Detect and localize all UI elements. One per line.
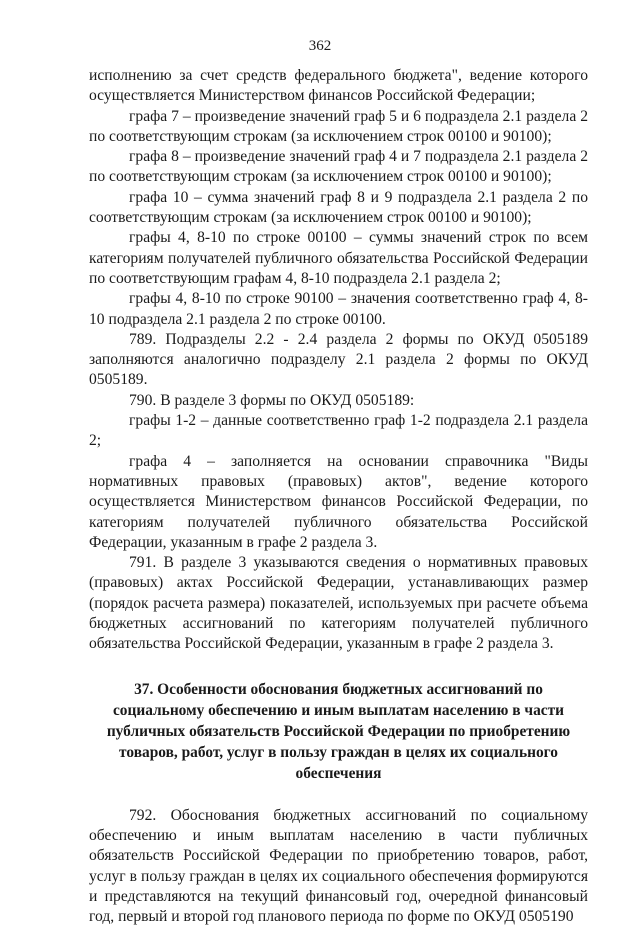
document-body [89, 66, 588, 927]
paragraph: графа 4 – заполняется на основании справочника "Виды нормативных правовых (правовых) актов", ведение которого осуществляется Министерством финансов Российской Федерации, по категориям получателей публичного обязательства Российской Федерации, указанным в графе 2 раздела 3. [89, 452, 588, 551]
paragraph-791: 791. В разделе 3 указываются сведения о нормативных правовых (правовых) актах Российской Федерации, устанавливающих размер (порядок расчета размера) показателей, используемых при расчете объема бюджетных ассигнований по категориям получателей публичного обязательства Российской Федерации, указанным в графе 2 раздела 3. [89, 554, 588, 653]
paragraph: графа 8 – произведение значений граф 4 и 7 подраздела 2.1 раздела 2 по соответствующим строкам (за исключением строк 00100 и 90100); [89, 148, 588, 186]
section-heading: 37. Особенности обоснования бюджетных ассигнований по социальному обеспечению и иным выплатам населению в части публичных обязательств Российской Федерации по приобретению товаров, работ, услуг в пользу граждан в целях их социального обеспечения [106, 680, 571, 782]
paragraph-790: 790. В разделе 3 формы по ОКУД 0505189: [129, 391, 415, 409]
paragraph: графа 10 – сумма значений граф 8 и 9 подраздела 2.1 раздела 2 по соответствующим строкам (за исключением строк 00100 и 90100); [89, 188, 588, 227]
paragraph-792: 792. Обоснования бюджетных ассигнований по социальному обеспечению и иным выплатам населению в части публичных обязательств Российской Федерации по приобретению товаров, работ, услуг в пользу граждан в целях их социального обеспечения формируются и представляются на текущий финансовый год, очередной финансовый год, первый и второй год планового периода по форме по ОКУД 0505190 [89, 806, 588, 926]
paragraphs-bottom [89, 806, 588, 927]
paragraph: исполнению за счет средств федерального бюджета", ведение которого осуществляется Министерством финансов Российской Федерации; [89, 67, 588, 105]
paragraph: графы 1-2 – данные соответственно граф 1-2 подраздела 2.1 раздела 2; [89, 412, 588, 450]
paragraph: графы 4, 8-10 по строке 90100 – значения соответственно граф 4, 8-10 подраздела 2.1 раздела 2 по строке 00100. [89, 290, 588, 328]
paragraph: графа 7 – произведение значений граф 5 и 6 подраздела 2.1 раздела 2 по соответствующим строкам (за исключением строк 00100 и 90100); [89, 107, 588, 145]
paragraph: графы 4, 8-10 по строке 00100 – суммы значений строк по всем категориям получателей публичного обязательства Российской Федерации по соответствующим графам 4, 8-10 подраздела 2.1 раздела 2; [89, 229, 588, 287]
page-number: 362 [308, 38, 332, 54]
paragraph-789: 789. Подразделы 2.2 - 2.4 раздела 2 формы по ОКУД 0505189 заполняются аналогично подразделу 2.1 раздела 2 формы по ОКУД 0505189. [89, 330, 588, 389]
paragraphs-top [89, 66, 588, 655]
